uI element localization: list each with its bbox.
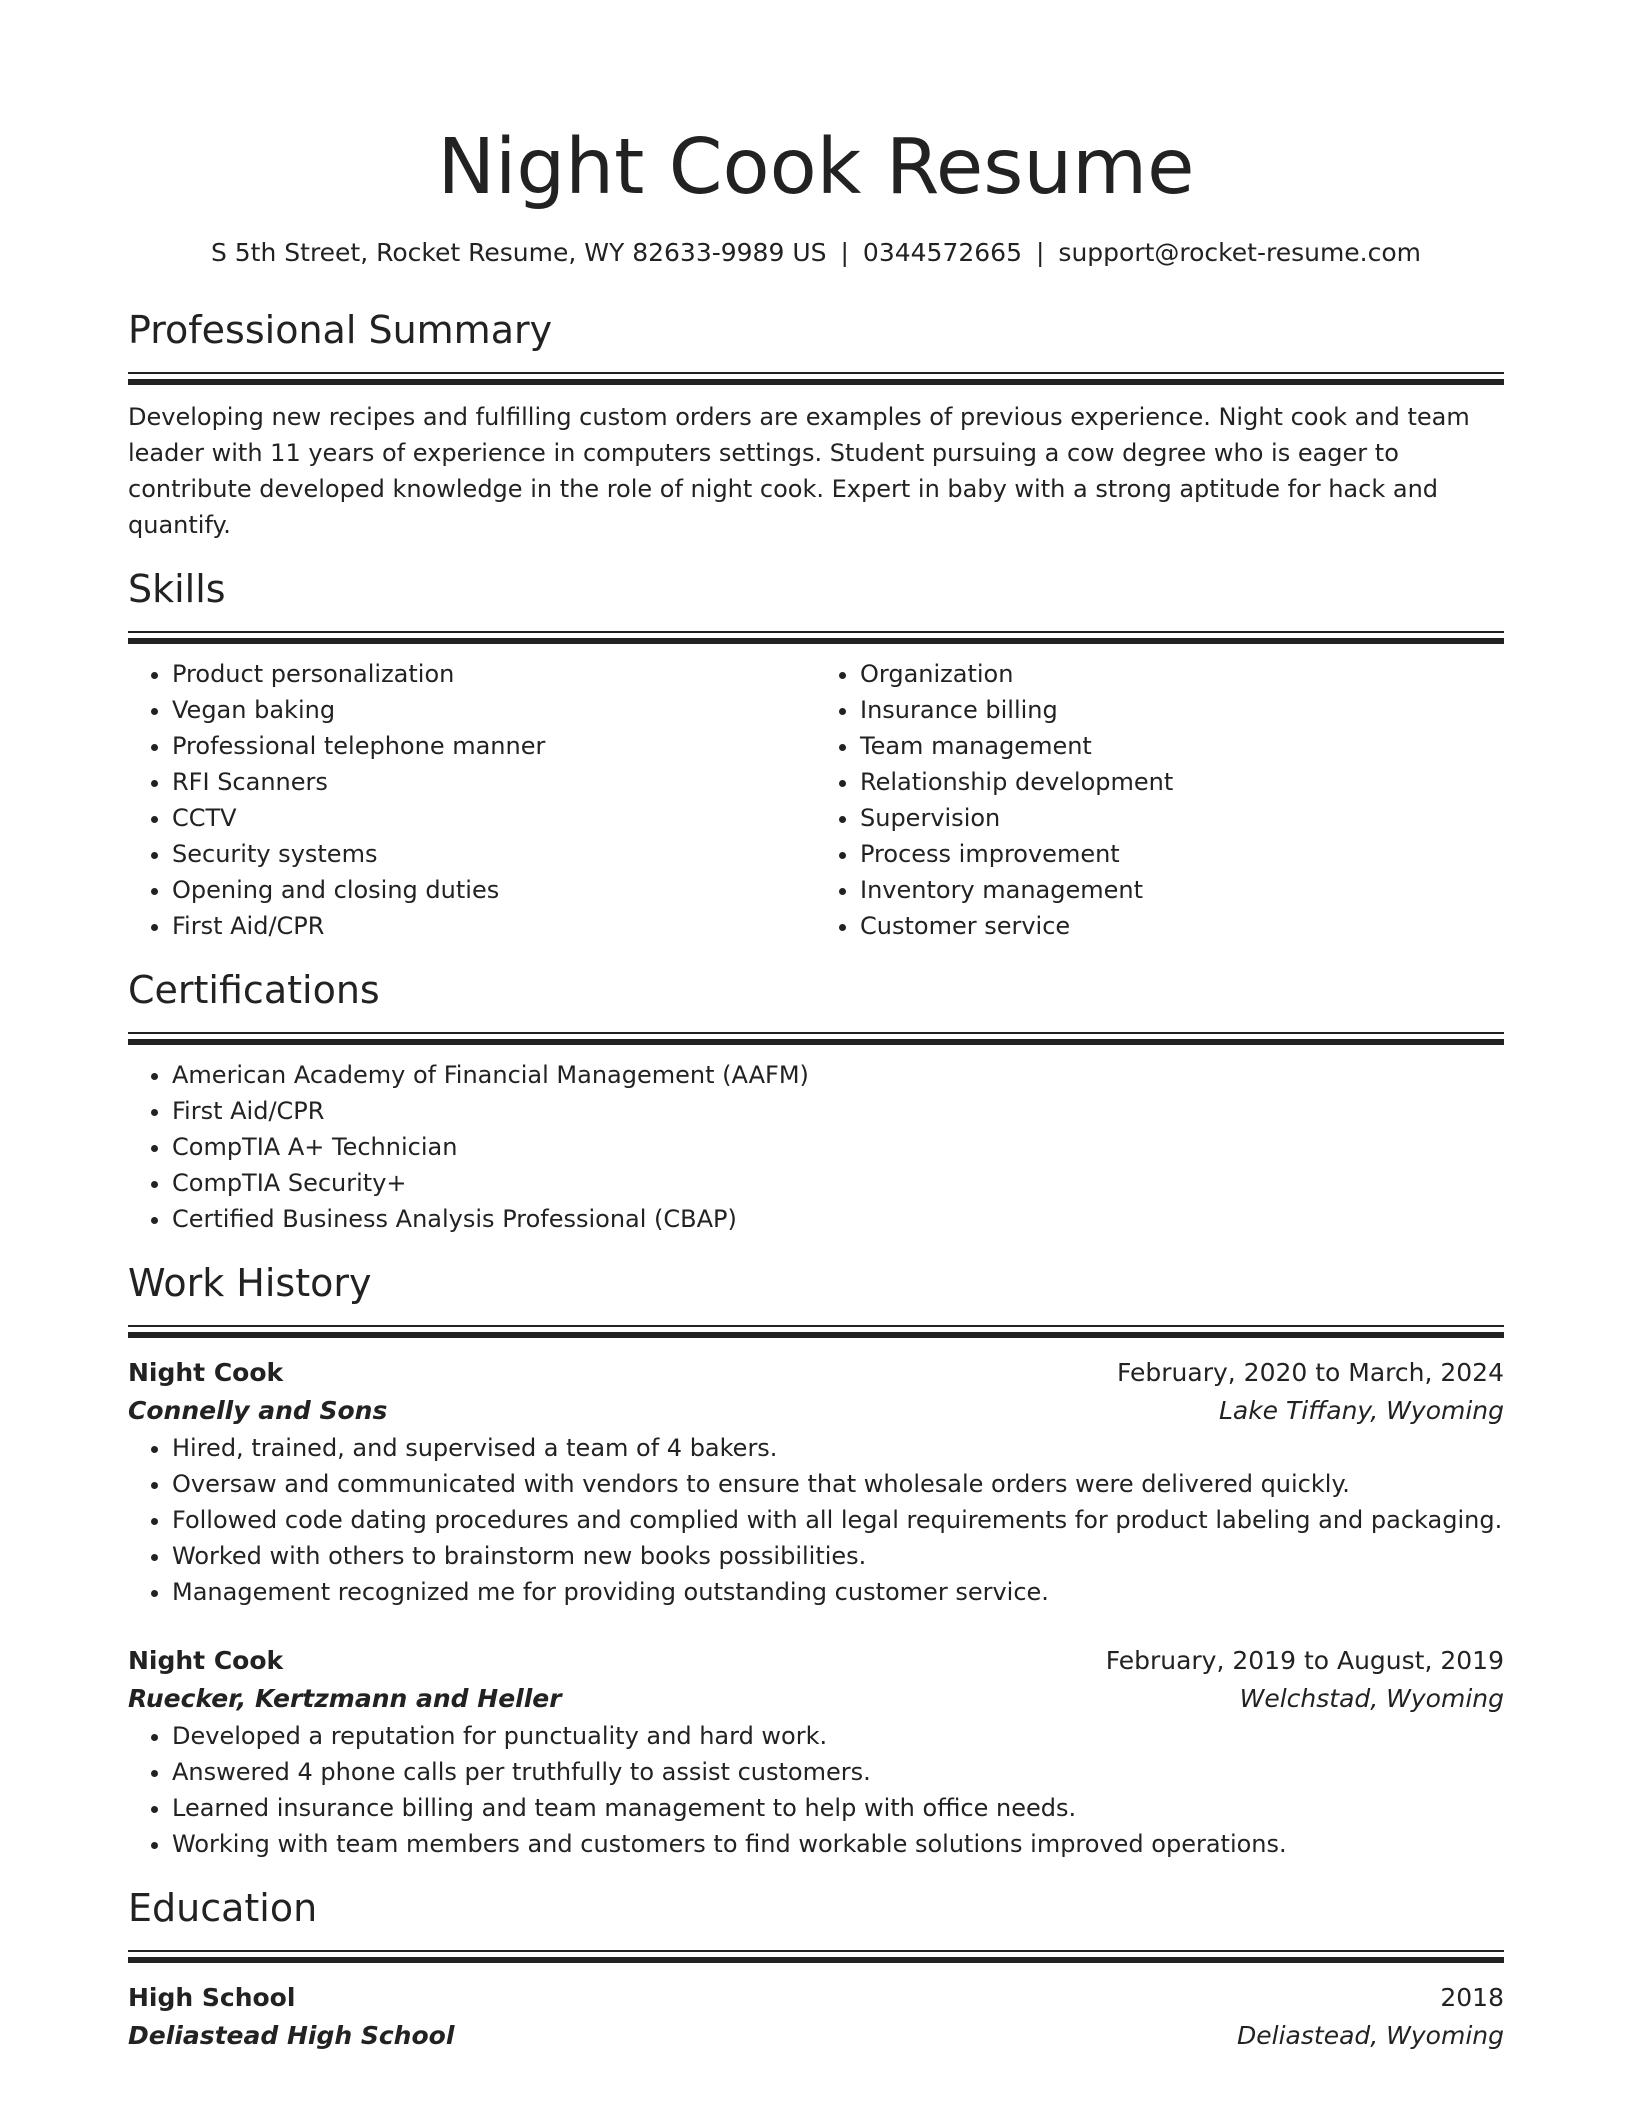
section-divider xyxy=(128,1950,1504,1963)
certification-item: • CompTIA A+ Technician xyxy=(172,1129,1504,1165)
summary-text: Developing new recipes and fulfilling custom orders are examples of previous experience. Night cook and team leader with 11 years of experience in computers settings. Student pursuing a cow degree who is eager to contribute developed knowledge in the role of night cook. Expert in baby with a strong aptitude for hack and quantify. xyxy=(128,403,1470,539)
skill-item: • First Aid/CPR xyxy=(172,908,816,944)
resume-title: Night Cook Resume xyxy=(437,123,1195,212)
section-divider xyxy=(128,1325,1504,1338)
education-entry xyxy=(128,1979,1504,2055)
summary-section xyxy=(128,306,1504,543)
job-duty-item: • Management recognized me for providing outstanding customer service. xyxy=(172,1574,1504,1610)
contact-separator: | xyxy=(840,238,849,267)
section-title-certifications: Certifications xyxy=(128,968,380,1012)
skill-item: • Organization xyxy=(860,656,1504,692)
job-company: Ruecker, Kertzmann and Heller xyxy=(128,1684,562,1713)
skill-item: • Inventory management xyxy=(860,872,1504,908)
job-duty-item: • Worked with others to brainstorm new books possibilities. xyxy=(172,1538,1504,1574)
job-title: Night Cook xyxy=(128,1358,284,1387)
skills-section xyxy=(128,565,1504,944)
job-duties-list xyxy=(128,1718,1504,1862)
job-title: Night Cook xyxy=(128,1646,284,1675)
contact-email: support@rocket-resume.com xyxy=(1058,238,1422,267)
job-duty-item: • Oversaw and communicated with vendors to ensure that wholesale orders were delivered quickly. xyxy=(172,1466,1504,1502)
certification-item: • First Aid/CPR xyxy=(172,1093,1504,1129)
skill-item: • RFI Scanners xyxy=(172,764,816,800)
job-duty-item: • Followed code dating procedures and complied with all legal requirements for product labeling and packaging. xyxy=(172,1502,1504,1538)
education-section xyxy=(128,1884,1504,2055)
skill-item: • CCTV xyxy=(172,800,816,836)
skill-item: • Vegan baking xyxy=(172,692,816,728)
job-duty-item: • Answered 4 phone calls per truthfully to assist customers. xyxy=(172,1754,1504,1790)
job-dates: February, 2020 to March, 2024 xyxy=(1116,1358,1504,1387)
skill-item: • Opening and closing duties xyxy=(172,872,816,908)
job-entry xyxy=(128,1642,1504,1862)
education-school: Deliastead High School xyxy=(128,2021,455,2050)
skill-item: • Professional telephone manner xyxy=(172,728,816,764)
job-subheader xyxy=(128,1680,1504,1718)
job-header xyxy=(128,1354,1504,1392)
work-history-section xyxy=(128,1259,1504,1862)
skills-list-right xyxy=(816,656,1504,944)
education-subheader xyxy=(128,2017,1504,2055)
skill-item: • Relationship development xyxy=(860,764,1504,800)
section-title-education: Education xyxy=(128,1886,318,1930)
job-entry xyxy=(128,1354,1504,1610)
contact-separator: | xyxy=(1035,238,1045,267)
job-duties-list xyxy=(128,1430,1504,1610)
job-location: Welchstad, Wyoming xyxy=(1239,1684,1504,1713)
section-title-work-history: Work History xyxy=(128,1261,372,1305)
section-divider xyxy=(128,631,1504,644)
certification-item: • American Academy of Financial Management (AAFM) xyxy=(172,1057,1504,1093)
contact-line xyxy=(128,236,1504,270)
skill-item: • Insurance billing xyxy=(860,692,1504,728)
certification-item: • Certified Business Analysis Professional (CBAP) xyxy=(172,1201,1504,1237)
skill-item: • Team management xyxy=(860,728,1504,764)
skill-item: • Process improvement xyxy=(860,836,1504,872)
certifications-list xyxy=(128,1057,1504,1237)
job-duty-item: • Hired, trained, and supervised a team of 4 bakers. xyxy=(172,1430,1504,1466)
certification-item: • CompTIA Security+ xyxy=(172,1165,1504,1201)
section-title-summary: Professional Summary xyxy=(128,308,553,352)
job-duty-item: • Developed a reputation for punctuality and hard work. xyxy=(172,1718,1504,1754)
skills-list-left xyxy=(128,656,816,944)
job-company: Connelly and Sons xyxy=(128,1396,388,1425)
skill-item: • Customer service xyxy=(860,908,1504,944)
job-subheader xyxy=(128,1392,1504,1430)
contact-phone: 0344572665 xyxy=(862,238,1022,267)
section-divider xyxy=(128,1032,1504,1045)
certifications-section xyxy=(128,966,1504,1237)
job-dates: February, 2019 to August, 2019 xyxy=(1105,1646,1504,1675)
skill-item: • Supervision xyxy=(860,800,1504,836)
education-header xyxy=(128,1979,1504,2017)
education-degree: High School xyxy=(128,1983,296,2012)
contact-address: S 5th Street, Rocket Resume, WY 82633-9989 US xyxy=(210,238,827,267)
section-title-skills: Skills xyxy=(128,567,226,611)
skill-item: • Security systems xyxy=(172,836,816,872)
section-divider xyxy=(128,372,1504,385)
education-location: Deliastead, Wyoming xyxy=(1237,2021,1504,2050)
job-header xyxy=(128,1642,1504,1680)
job-location: Lake Tiffany, Wyoming xyxy=(1218,1396,1504,1425)
job-duty-item: • Learned insurance billing and team management to help with office needs. xyxy=(172,1790,1504,1826)
job-duty-item: • Working with team members and customers to find workable solutions improved operations. xyxy=(172,1826,1504,1862)
skill-item: • Product personalization xyxy=(172,656,816,692)
skills-grid xyxy=(128,656,1504,944)
education-year: 2018 xyxy=(1440,1983,1504,2012)
